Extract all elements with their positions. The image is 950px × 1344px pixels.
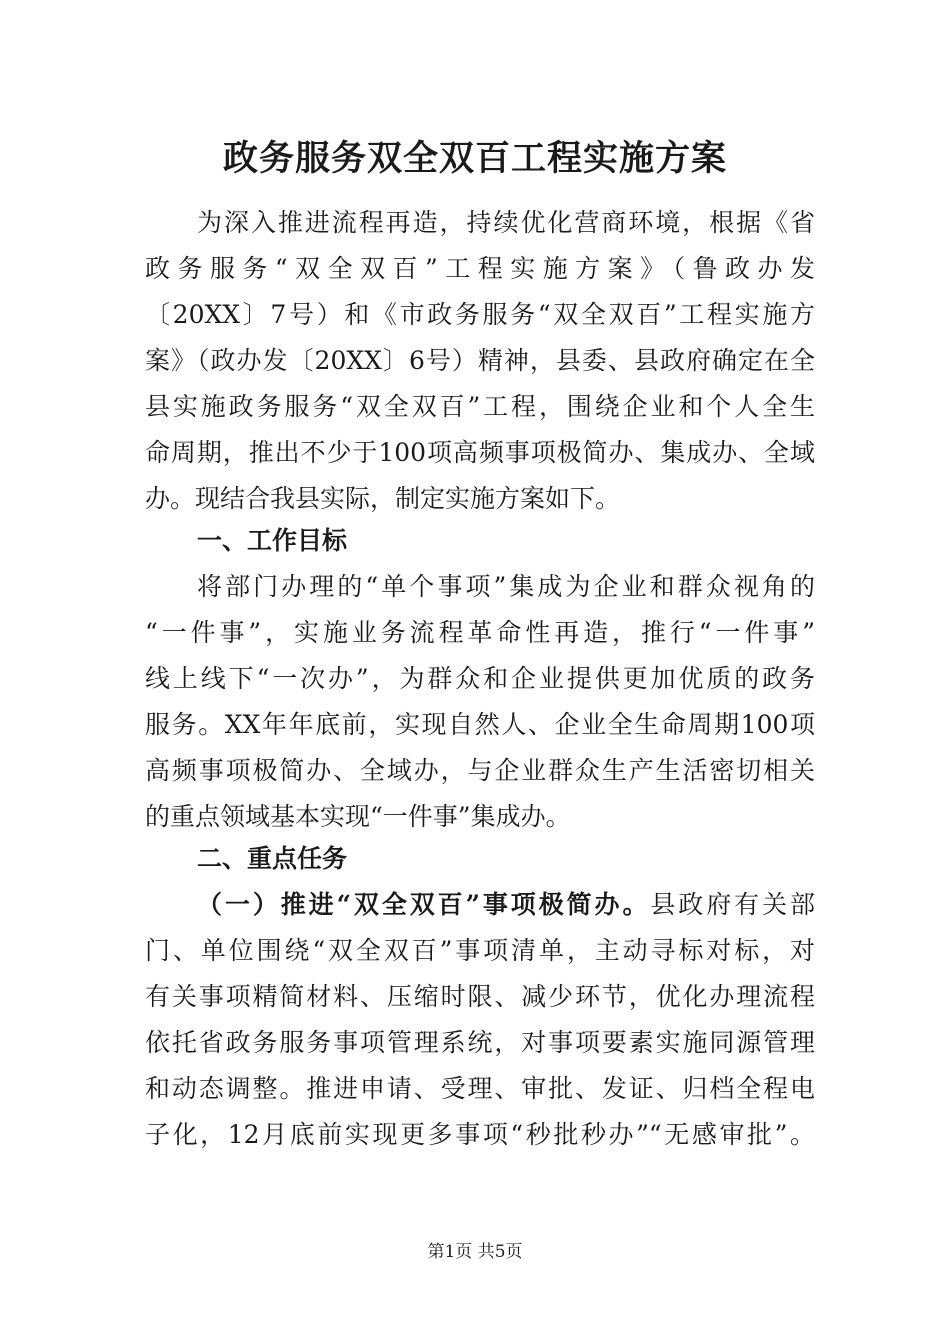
paragraph-line: “一件事”，实施业务流程革命性再造，推行“一件事” — [145, 618, 815, 647]
subsection-lead: （一）推进“双全双百”事项极简办。 — [197, 890, 651, 919]
paragraph-line: 线上线下“一次办”，为群众和企业提供更加优质的政务 — [145, 664, 815, 693]
paragraph-line: 门、单位围绕“双全双百”事项清单，主动寻标对标，对 — [145, 936, 815, 965]
paragraph-line: 政务服务“双全双百”工程实施方案》（鲁政办发 — [145, 254, 815, 283]
paragraph-line — [145, 882, 815, 928]
paragraph-line: 子化，12月底前实现更多事项“秒批秒办”“无感审批”。 — [145, 1120, 815, 1149]
paragraph-line: 命周期，推出不少于100项高频事项极简办、集成办、全域 — [145, 438, 815, 467]
paragraph-line: 〔20XX〕7号）和《市政务服务“双全双百”工程实施方 — [145, 300, 815, 329]
paragraph-line: 依托省政务服务事项管理系统，对事项要素实施同源管理 — [145, 1028, 815, 1057]
tasks-paragraph — [145, 882, 815, 1158]
section-heading-tasks: 二、重点任务 — [197, 844, 348, 873]
section-heading-goals: 一、工作目标 — [197, 526, 348, 555]
paragraph-line: 和动态调整。推进申请、受理、审批、发证、归档全程电 — [145, 1074, 815, 1103]
paragraph-line: 县实施政务服务“双全双百”工程，围绕企业和个人全生 — [145, 392, 815, 421]
paragraph-line-rest: 县政府有关部 — [650, 890, 815, 919]
paragraph-line: 将部门办理的“单个事项”集成为企业和群众视角的 — [197, 572, 815, 601]
paragraph-line: 办。现结合我县实际，制定实施方案如下。 — [145, 484, 621, 513]
paragraph-line: 有关事项精简材料、压缩时限、减少环节，优化办理流程 — [145, 982, 815, 1011]
goals-paragraph — [145, 564, 815, 840]
paragraph-line: 为深入推进流程再造，持续优化营商环境，根据《省 — [197, 208, 815, 237]
document-title: 政务服务双全双百工程实施方案 — [222, 138, 727, 179]
paragraph-line: 的重点领域基本实现“一件事”集成办。 — [145, 802, 571, 831]
intro-paragraph — [145, 200, 815, 522]
paragraph-line: 高频事项极简办、全域办，与企业群众生产生活密切相关 — [145, 756, 815, 785]
paragraph-line: 服务。XX年年底前，实现自然人、企业全生命周期100项 — [145, 710, 815, 739]
paragraph-line: 案》（政办发〔20XX〕6号）精神，县委、县政府确定在全 — [145, 346, 815, 375]
page-number-footer: 第1页 共5页 — [427, 1242, 523, 1262]
